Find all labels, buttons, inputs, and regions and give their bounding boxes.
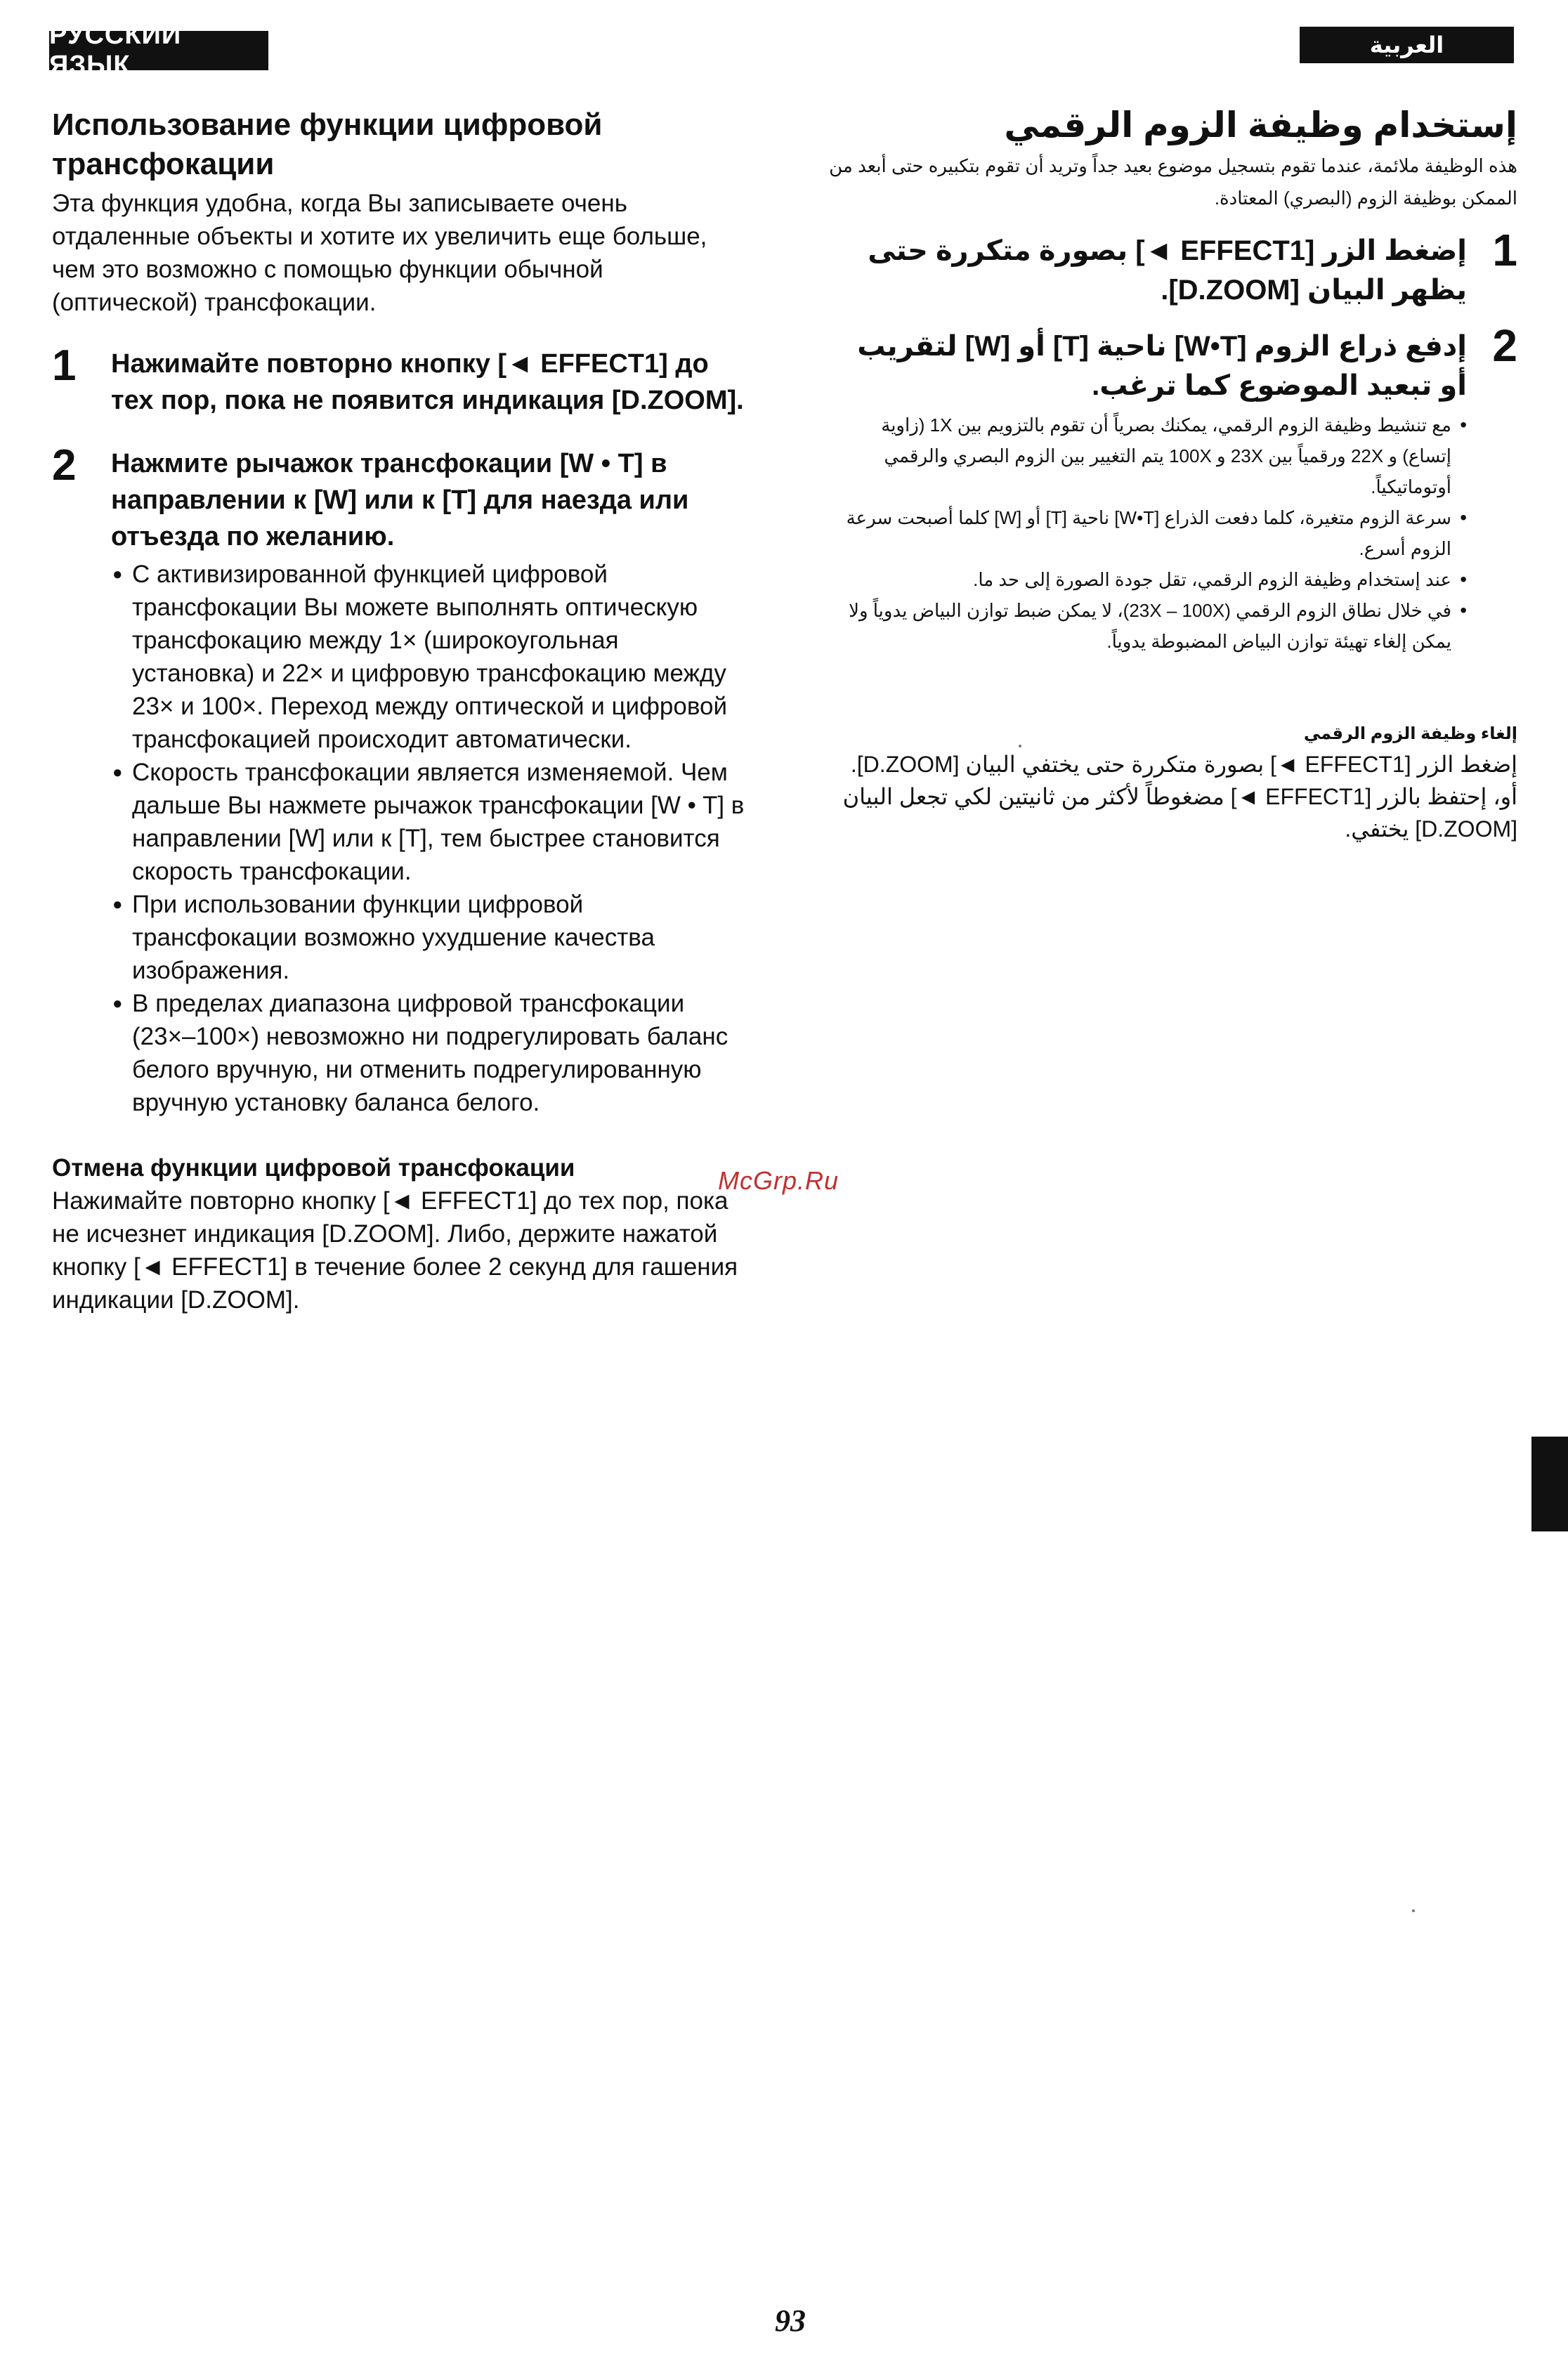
step-2 — [829, 320, 1517, 657]
notes-list — [829, 410, 1467, 657]
step-2 — [52, 441, 747, 1119]
note-item: • سرعة الزوم متغيرة، كلما دفعت الذراع [W•T] ناحية [T] أو [W] كلما أصبحت سرعة الزوم أسرع. — [829, 502, 1467, 564]
intro-paragraph: هذه الوظيفة ملائمة، عندما تقوم بتسجيل موضوع بعيد جداً وتريد أن تقوم بتكبيره حتى أبعد من الممكن بوظيفة الزوم (البصري) المعتادة. — [829, 155, 1517, 209]
note-item: • عند إستخدام وظيفة الزوم الرقمي، تقل جودة الصورة إلى حد ما. — [829, 564, 1467, 595]
step-1 — [52, 341, 747, 419]
language-tag-russian: РУССКИЙ ЯЗЫК — [49, 31, 268, 70]
step-number: 2 — [1492, 320, 1517, 371]
step-instruction: إدفع ذراع الزوم [W•T] ناحية [T] أو [W] لتقريب أو تبعيد الموضوع كما ترغب. — [857, 331, 1467, 401]
step-instruction: إضغط الزر [EFFECT1 ◄] بصورة متكررة حتى يظهر البيان [D.ZOOM]. — [868, 235, 1467, 306]
step-number: 1 — [52, 341, 77, 390]
step-number: 2 — [52, 441, 77, 490]
russian-column — [52, 105, 747, 1316]
intro-paragraph: Эта функция удобна, когда Вы записываете очень отдаленные объекты и хотите их увеличить еще больше, чем это возможно с помощью функции обычной (оптической) трансфокации. — [52, 190, 707, 316]
page-number: 93 — [775, 2303, 806, 2338]
note-item: ● При использовании функции цифровой трансфокации возможно ухудшение качества изображения. — [111, 888, 747, 987]
watermark: McGrp.Ru — [718, 1166, 839, 1195]
cancel-heading: Отмена функции цифровой трансфокации — [52, 1154, 575, 1182]
notes-list — [111, 558, 747, 1119]
note-item: ● Скорость трансфокации является изменяемой. Чем дальше Вы нажмете рычажок трансфокации [W • T] в направлении [W] или к [T], тем быстрее становится скорость трансфокации. — [111, 756, 747, 888]
arabic-column — [829, 102, 1517, 845]
section-title: إستخدام وظيفة الزوم الرقمي — [1004, 105, 1517, 145]
cancel-section — [829, 720, 1517, 845]
step-instruction: Нажимайте повторно кнопку [◄ EFFECT1] до тех пор, пока не появится индикация [D.ZOOM]. — [111, 349, 744, 415]
scan-speck — [1412, 1909, 1415, 1912]
section-title: Использование функции цифровой трансфокации — [52, 107, 603, 181]
language-tag-arabic: العربية — [1300, 27, 1514, 63]
scan-speck — [1019, 745, 1021, 747]
note-item: • في خلال نطاق الزوم الرقمي (23X – 100X)، لا يمكن ضبط توازن البياض يدوياً ولا يمكن إلغاء تهيئة توازن البياض المضبوطة يدوياً. — [829, 595, 1467, 657]
step-instruction: Нажмите рычажок трансфокации [W • T] в направлении к [W] или к [T] для наезда или отъезда по желанию. — [111, 449, 689, 551]
step-1 — [829, 225, 1517, 310]
cancel-heading: إلغاء وظيفة الزوم الرقمي — [1303, 724, 1517, 743]
cancel-paragraph: Нажимайте повторно кнопку [◄ EFFECT1] до тех пор, пока не исчезнет индикация [D.ZOOM]. Либо, держите нажатой кнопку [◄ EFFECT1] в течение более 2 секунд для гашения индикации [D.ZOOM]. — [52, 1187, 738, 1314]
step-number: 1 — [1492, 225, 1517, 275]
note-item: ● В пределах диапазона цифровой трансфокации (23×–100×) невозможно ни подрегулировать баланс белого вручную, ни отменить подрегулированную вручную установку баланса белого. — [111, 987, 747, 1119]
note-item: • مع تنشيط وظيفة الزوم الرقمي، يمكنك بصرياً أن تقوم بالتزويم بين 1X (زاوية إتساع) و 22X ورقمياً بين 23X و 100X يتم التغيير بين الزوم البصري والرقمي أوتوماتيكياً. — [829, 410, 1467, 502]
cancel-paragraph: إضغط الزر [EFFECT1 ◄] بصورة متكررة حتى يختفي البيان [D.ZOOM]. أو، إحتفظ بالزر [EFFECT1 ◄] مضغوطاً لأكثر من ثانيتين لكي تجعل البيان [D.ZOOM] يختفي. — [842, 752, 1517, 842]
note-item: ● С активизированной функцией цифровой трансфокации Вы можете выполнять оптическую трансфокацию между 1× (широкоугольная установка) и 22× и цифровую трансфокацию между 23× и 100×. Переход между оптической и цифровой трансфокацией происходит автоматически. — [111, 558, 747, 756]
page-edge-tab — [1531, 1437, 1568, 1531]
